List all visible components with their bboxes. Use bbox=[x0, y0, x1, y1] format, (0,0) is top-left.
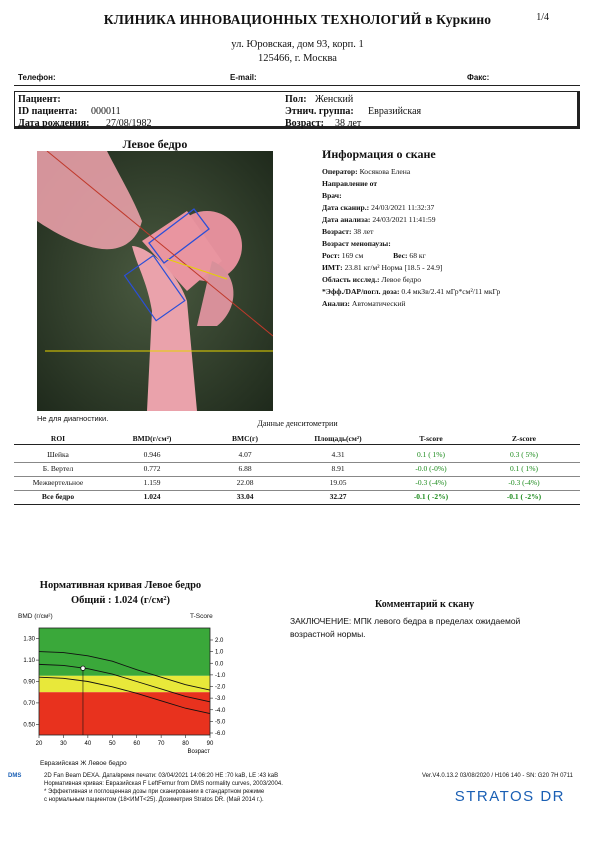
table-header-line bbox=[14, 444, 580, 445]
doctor-row bbox=[322, 191, 342, 200]
fax-label: Факс: bbox=[467, 73, 490, 82]
patient-age-value: 38 лет bbox=[335, 118, 362, 129]
weight-value: 68 кг bbox=[409, 251, 426, 260]
bmi-label: ИМТ: bbox=[322, 263, 343, 272]
header-divider bbox=[14, 85, 580, 86]
address-line-2: 125466, г. Москва bbox=[258, 53, 337, 64]
table-cell-bmd: 1.159 bbox=[143, 478, 161, 487]
table-cell-area: 32.27 bbox=[329, 492, 347, 501]
table-cell-bmc: 6.88 bbox=[238, 464, 252, 473]
y-right-label: T-Score bbox=[190, 613, 213, 620]
y2-tick-label: 1.0 bbox=[215, 649, 224, 656]
y2-tick-label: -4.0 bbox=[215, 707, 226, 714]
x-tick-label: 40 bbox=[84, 741, 92, 747]
table-cell-area: 19.05 bbox=[329, 478, 347, 487]
patient-name-label: Пациент: bbox=[18, 94, 61, 105]
y2-tick-label: -3.0 bbox=[215, 696, 226, 703]
y2-tick-label: -6.0 bbox=[215, 731, 226, 737]
patient-dob-label: Дата рождения: bbox=[18, 118, 90, 129]
scan-region-title: Левое бедро bbox=[122, 137, 188, 151]
table-cell-zscore: 0.1 ( 1%) bbox=[509, 464, 539, 473]
analysis-date-row bbox=[322, 215, 436, 224]
footer-line-2: Нормативная кривая: Евразийская F LeftFemur from DMS normality curves, 2003/2004. bbox=[44, 781, 283, 787]
comment-text: ЗАКЛЮЧЕНИЕ: МПК левого бедра в пределах ожидаемой возрастной нормы. bbox=[290, 616, 521, 639]
normative-title: Нормативная кривая Левое бедро bbox=[39, 580, 202, 591]
femur-scan-graphic bbox=[37, 151, 273, 411]
y-tick-label: 0.90 bbox=[23, 679, 35, 686]
analysis-date-value: 24/03/2021 11:41:59 bbox=[372, 215, 436, 224]
table-cell-roi: Б. Вертел bbox=[42, 464, 74, 473]
height-value: 169 см bbox=[341, 251, 364, 260]
doctor-label: Врач: bbox=[322, 191, 342, 200]
analysis-label: Анализ: bbox=[322, 299, 350, 308]
x-tick-label: 80 bbox=[182, 741, 189, 747]
table-cell-tscore: 0.1 ( 1%) bbox=[416, 450, 446, 459]
scan-date-label: Дата сканир.: bbox=[322, 203, 370, 212]
y2-tick-label: -1.0 bbox=[215, 672, 226, 679]
footer-version: Ver.V4.0.13.2 03/08/2020 / H106 140 - SN: G20 7H 0711 bbox=[422, 773, 573, 779]
patient-age-label: Возраст: bbox=[285, 118, 324, 129]
dose-label: *Эфф./DAP/погл. доза: bbox=[322, 287, 400, 296]
analysis-type-row bbox=[322, 299, 406, 308]
operator-row bbox=[322, 167, 410, 176]
operator-value: Косякова Елена bbox=[359, 167, 411, 176]
y2-tick-label: -2.0 bbox=[215, 684, 226, 691]
stratos-brand-logo: STRATOS DR bbox=[454, 788, 565, 805]
x-tick-label: 30 bbox=[60, 741, 67, 747]
table-row-divider bbox=[14, 476, 580, 477]
zone-band-2 bbox=[39, 692, 210, 735]
x-tick-label: 90 bbox=[206, 741, 214, 747]
area-row bbox=[322, 275, 421, 284]
table-row-divider bbox=[14, 504, 580, 505]
y2-tick-label: -5.0 bbox=[215, 719, 226, 726]
operator-label: Оператор: bbox=[322, 167, 358, 176]
x-tick-label: 20 bbox=[35, 741, 43, 747]
footer-line-1: 2D Fan Beam DEXA. Дата/время печати: 03/04/2021 14:06:20 HE :70 kaB, LE :43 kaB bbox=[44, 773, 279, 779]
col-header-tscore: T-score bbox=[419, 434, 443, 443]
area-value: Левое бедро bbox=[381, 275, 422, 284]
table-cell-tscore: -0.0 (-0%) bbox=[415, 464, 447, 473]
dexa-scan-image bbox=[37, 151, 273, 411]
email-label: E-mail: bbox=[230, 73, 257, 82]
footer-line-3: * Эффективная и поглощенная дозы при сканировании в стандартном режиме bbox=[44, 789, 265, 795]
table-cell-roi: Шейка bbox=[47, 450, 69, 459]
table-cell-bmd: 1.024 bbox=[143, 492, 161, 501]
table-cell-roi: Межвертельное bbox=[32, 478, 84, 487]
y-tick-label: 1.10 bbox=[23, 658, 35, 665]
col-header-area: Площадь(см²) bbox=[314, 434, 362, 443]
table-cell-zscore: -0.3 (-4%) bbox=[508, 478, 540, 487]
y-left-label: BMD (г/см²) bbox=[18, 613, 53, 620]
table-cell-bmd: 0.772 bbox=[143, 464, 161, 473]
col-header-bmd: BMD(г/см²) bbox=[132, 434, 172, 443]
table-cell-bmc: 4.07 bbox=[238, 450, 252, 459]
address-line-1: ул. Юровская, дом 93, корп. 1 bbox=[231, 39, 364, 50]
y2-tick-label: 0.0 bbox=[215, 661, 224, 668]
weight-label: Вес: bbox=[393, 251, 408, 260]
patient-data-point bbox=[81, 666, 85, 670]
x-tick-label: 60 bbox=[133, 741, 141, 747]
table-cell-zscore: 0.3 ( 5%) bbox=[509, 450, 539, 459]
reference-label: Евразийская Ж Левое бедро bbox=[40, 760, 127, 767]
bmi-row bbox=[322, 263, 442, 272]
y-tick-label: 0.50 bbox=[23, 722, 35, 729]
area-label: Область исслед.: bbox=[322, 275, 380, 284]
page-number: 1/4 bbox=[536, 12, 549, 23]
patient-id-label: ID пациента: bbox=[18, 106, 78, 117]
table-cell-bmc: 22.08 bbox=[236, 478, 254, 487]
patient-id-value: 000011 bbox=[91, 106, 121, 117]
normative-total-label: Общий : bbox=[70, 595, 112, 606]
patient-ethnic-label: Этнич. группа: bbox=[285, 106, 354, 117]
table-row-divider bbox=[14, 490, 580, 491]
analysis-date-label: Дата анализа: bbox=[322, 215, 371, 224]
analysis-value: Автоматический bbox=[351, 299, 406, 308]
footer-line-4: с нормальным пациентом (18<ИМТ<25). Дозиметрия Stratos DR. (Май 2014 г.). bbox=[44, 797, 264, 803]
table-cell-tscore: -0.1 ( -2%) bbox=[413, 492, 449, 501]
referral-label: Направление от bbox=[322, 179, 378, 188]
age-value: 38 лет bbox=[353, 227, 374, 236]
table-cell-bmd: 0.946 bbox=[143, 450, 161, 459]
patient-dob-value: 27/08/1982 bbox=[106, 118, 152, 129]
col-header-roi: ROI bbox=[50, 434, 66, 443]
not-for-diagnosis: Не для диагностики. bbox=[37, 414, 109, 423]
table-cell-roi: Все бедро bbox=[41, 492, 75, 501]
age-label: Возраст: bbox=[322, 227, 352, 236]
menopause-label: Возраст менопаузы: bbox=[322, 239, 391, 248]
height-weight-row bbox=[322, 251, 426, 260]
y-tick-label: 0.70 bbox=[23, 700, 35, 707]
scan-date-row bbox=[322, 203, 434, 212]
comment-title: Комментарий к скану bbox=[375, 599, 475, 610]
y-tick-label: 1.30 bbox=[23, 636, 35, 643]
densitometry-title: Данные денситометрии bbox=[257, 419, 338, 428]
patient-sex-value: Женский bbox=[315, 94, 354, 105]
patient-ethnic-value: Евразийская bbox=[368, 106, 422, 117]
x-axis-label: Возраст bbox=[187, 749, 210, 755]
normative-total bbox=[0, 595, 241, 606]
table-row-divider bbox=[14, 462, 580, 463]
phone-label: Телефон: bbox=[18, 73, 56, 82]
table-cell-bmc: 33.04 bbox=[236, 492, 254, 501]
col-header-bmc: BMC(г) bbox=[232, 434, 258, 443]
dose-row bbox=[322, 287, 500, 296]
table-cell-zscore: -0.1 ( -2%) bbox=[506, 492, 542, 501]
table-cell-area: 8.91 bbox=[331, 464, 345, 473]
bmi-value: 23.81 кг/м² Норма [18.5 - 24.9] bbox=[344, 263, 443, 272]
menopause-row bbox=[322, 239, 391, 248]
normative-curve-chart bbox=[14, 620, 239, 770]
dose-value: 0.4 мкЗв/2.41 мГр*см²/11 мкГр bbox=[401, 287, 501, 296]
col-header-zscore: Z-score bbox=[511, 434, 537, 443]
patient-sex-label: Пол: bbox=[285, 94, 307, 105]
clinic-name: КЛИНИКА ИННОВАЦИОННЫХ ТЕХНОЛОГИЙ в Куркино bbox=[103, 12, 492, 27]
x-tick-label: 50 bbox=[108, 741, 116, 747]
height-label: Рост: bbox=[322, 251, 340, 260]
age-row bbox=[322, 227, 373, 236]
referral-row bbox=[322, 179, 377, 188]
y2-tick-label: 2.0 bbox=[215, 638, 224, 644]
zone-band-0 bbox=[39, 628, 210, 676]
normative-total-value: 1.024 (г/см²) bbox=[114, 595, 171, 606]
scan-date-value: 24/03/2021 11:32:37 bbox=[371, 203, 435, 212]
x-tick-label: 70 bbox=[157, 741, 165, 747]
table-cell-tscore: -0.3 (-4%) bbox=[415, 478, 447, 487]
dms-logo: DMS bbox=[8, 773, 22, 779]
scan-info-title: Информация о скане bbox=[322, 147, 436, 161]
table-cell-area: 4.31 bbox=[331, 450, 345, 459]
